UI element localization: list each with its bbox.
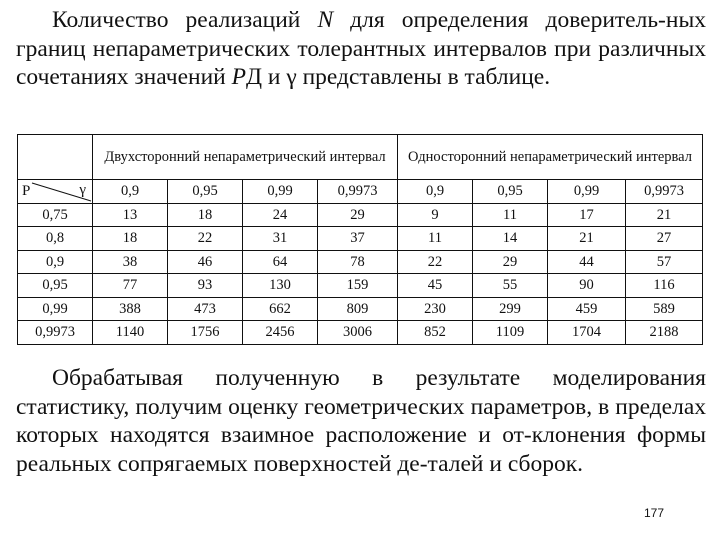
table-cell: 46 [168, 250, 243, 274]
table-cell: 13 [93, 203, 168, 227]
table-cell: 230 [398, 297, 473, 321]
table-cell: 2456 [243, 321, 318, 345]
table-cell: 37 [318, 227, 398, 251]
corner-cell [18, 180, 93, 204]
table-cell: 29 [473, 250, 548, 274]
p-value-cell: 0,8 [18, 227, 93, 251]
table-row [18, 274, 703, 298]
table-cell: 18 [93, 227, 168, 251]
intro-text-2: для определения доверитель-ных границ непараметрических толерантных интервалов при различных сочетаниях значений [16, 7, 706, 90]
gamma-header-cell: 0,9 [93, 180, 168, 204]
table-body [18, 203, 703, 344]
p-value-cell: 0,75 [18, 203, 93, 227]
gamma-header-cell: 0,95 [473, 180, 548, 204]
table-cell: 45 [398, 274, 473, 298]
intro-text-3: и γ представлены в таблице. [262, 64, 551, 90]
table-cell: 299 [473, 297, 548, 321]
table-cell: 11 [473, 203, 548, 227]
one-sided-interval-header: Односторонний непараметрический интервал [398, 135, 703, 180]
table-cell: 18 [168, 203, 243, 227]
variable-p-subscript: Д [245, 64, 262, 90]
table-cell: 809 [318, 297, 398, 321]
table-cell: 9 [398, 203, 473, 227]
table-cell: 93 [168, 274, 243, 298]
table-cell: 3006 [318, 321, 398, 345]
p-value-cell: 0,9 [18, 250, 93, 274]
table-cell: 21 [548, 227, 626, 251]
table-row [18, 321, 703, 345]
table-cell: 159 [318, 274, 398, 298]
table-cell: 388 [93, 297, 168, 321]
table-cell: 2188 [626, 321, 703, 345]
gamma-header-cell: 0,9973 [626, 180, 703, 204]
table-cell: 1109 [473, 321, 548, 345]
corner-gamma-label: γ [79, 182, 86, 198]
table-cell: 64 [243, 250, 318, 274]
table-row [18, 227, 703, 251]
p-value-cell: 0,99 [18, 297, 93, 321]
table-cell: 57 [626, 250, 703, 274]
table-cell: 459 [548, 297, 626, 321]
page-number: 177 [644, 506, 665, 520]
table-cell: 1140 [93, 321, 168, 345]
gamma-header-cell: 0,99 [243, 180, 318, 204]
table-row [18, 203, 703, 227]
table-row [18, 250, 703, 274]
table-cell: 22 [398, 250, 473, 274]
table-cell: 14 [473, 227, 548, 251]
gamma-header-cell: 0,95 [168, 180, 243, 204]
table-cell: 1756 [168, 321, 243, 345]
table-cell: 852 [398, 321, 473, 345]
table-cell: 38 [93, 250, 168, 274]
gamma-header-cell: 0,9 [398, 180, 473, 204]
p-value-cell: 0,95 [18, 274, 93, 298]
table-cell: 17 [548, 203, 626, 227]
table-cell: 473 [168, 297, 243, 321]
table-cell: 589 [626, 297, 703, 321]
variable-n: N [317, 7, 334, 33]
table-cell: 662 [243, 297, 318, 321]
table-row [18, 297, 703, 321]
corner-p-label: P [22, 183, 31, 199]
gamma-header-cell: 0,99 [548, 180, 626, 204]
table-cell: 90 [548, 274, 626, 298]
table-cell: 29 [318, 203, 398, 227]
table-cell: 31 [243, 227, 318, 251]
gamma-header-row [18, 180, 703, 204]
table-cell: 1704 [548, 321, 626, 345]
table-cell: 78 [318, 250, 398, 274]
table-cell: 77 [93, 274, 168, 298]
table-cell: 21 [626, 203, 703, 227]
p-value-cell: 0,9973 [18, 321, 93, 345]
table-cell: 44 [548, 250, 626, 274]
table-cell: 27 [626, 227, 703, 251]
variable-p: P [231, 64, 246, 90]
table-cell: 116 [626, 274, 703, 298]
intro-paragraph [16, 6, 706, 92]
table-cell: 11 [398, 227, 473, 251]
gamma-header-cell: 0,9973 [318, 180, 398, 204]
table-cell: 55 [473, 274, 548, 298]
two-sided-interval-header: Двухсторонний непараметрический интервал [93, 135, 398, 180]
table-cell: 22 [168, 227, 243, 251]
outro-paragraph: Обрабатывая полученную в результате моделирования статистику, получим оценку геометрических параметров, в пределах которых находятся взаимное расположение и от-клонения формы реальных сопрягаемых поверхностей де-талей и сборок. [16, 365, 706, 477]
intro-text-1: Количество реализаций [52, 7, 318, 33]
group-header-row [18, 135, 703, 180]
blank-corner-cell [18, 135, 93, 180]
table-cell: 130 [243, 274, 318, 298]
table-cell: 24 [243, 203, 318, 227]
tolerance-interval-table [17, 134, 703, 345]
